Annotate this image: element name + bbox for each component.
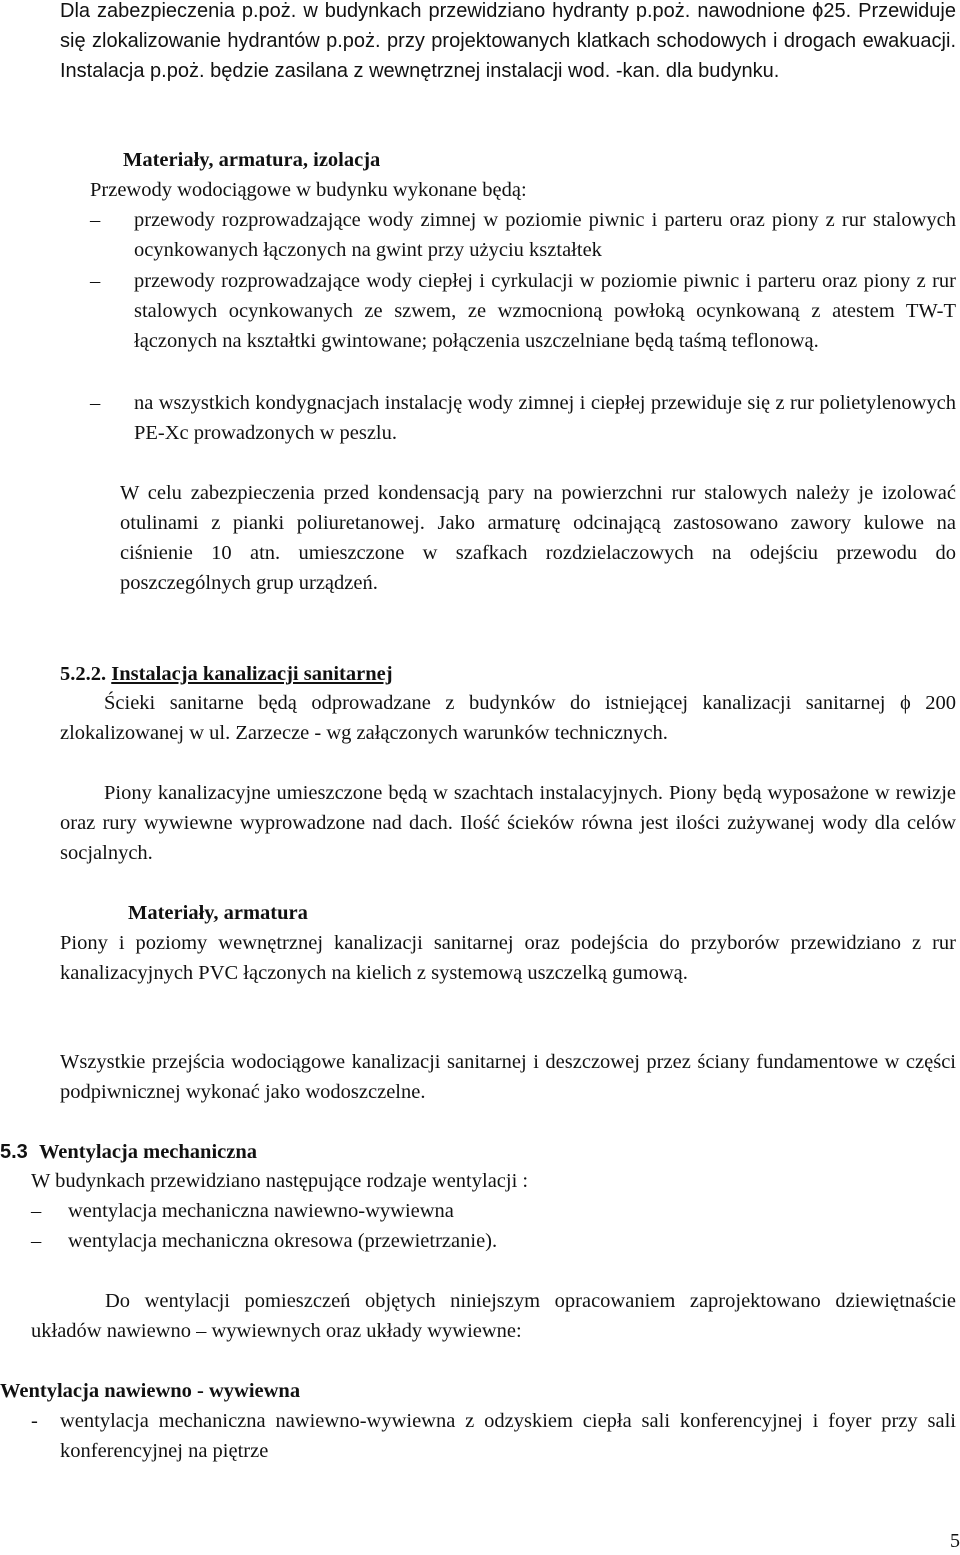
water-pipes-item-3: na wszystkich kondygnacjach instalację wody zimnej i ciepłej przewiduje się z rur polietylenowych PE-Xc prowadzonych w peszlu. [134,392,956,444]
sewage-paragraph-1: Ścieki sanitarne będą odprowadzane z budynków do istniejącej kanalizacji sanitarnej ϕ 200 zlokalizowanej w ul. Zarzecze - wg załączonych warunków technicznych. [60,692,956,744]
dash-marker: – [31,1230,42,1252]
sewage-paragraph-4: Wszystkie przejścia wodociągowe kanalizacji sanitarnej i deszczowej przez ściany fundamentowe w części podpiwnicznej wykonać jako wodoszczelne. [60,1051,956,1103]
bullet-marker: – [90,270,101,292]
ventilation-section-heading [0,1137,257,1167]
sewage-section-title: Instalacja kanalizacji sanitarnej [111,663,393,685]
sewage-section-heading [60,659,393,689]
ventilation-section-number: 5.3 [0,1141,28,1163]
dash-marker: – [31,1200,42,1222]
ventilation-type-item-2: wentylacja mechaniczna okresowa (przewietrzanie). [68,1230,498,1252]
ventilation-subheading: Wentylacja nawiewno - wywiewna [0,1380,301,1402]
ventilation-paragraph: Do wentylacji pomieszczeń objętych niniejszym opracowaniem zaprojektowano dziewiętnaście układów nawiewno – wywiewnych oraz układy wywiewne: [31,1290,956,1342]
sewage-paragraph-2: Piony kanalizacyjne umieszczone będą w szachtach instalacyjnych. Piony będą wyposażone w rewizje oraz rury wywiewne wyprowadzone nad dach. Ilość ścieków równa jest ilości zużywanej wody dla celów socjalnych. [60,782,956,864]
water-pipes-item-1: przewody rozprowadzające wody zimnej w poziomie piwnic i parteru oraz piony z rur stalowych ocynkowanych łączonych na gwint przy użyciu kształtek [134,209,956,261]
bullet-marker: – [90,392,101,414]
intro-paragraph: Dla zabezpieczenia p.poż. w budynkach przewidziano hydranty p.poż. nawodnione ϕ25. Przewiduje się zlokalizowanie hydrantów p.poż. przy projektowanych klatkach schodowych i drogach ewakuacji. Instalacja p.poż. będzie zasilana z wewnętrznej instalacji wod. -kan. dla budynku. [60,0,956,82]
bullet-marker: – [90,209,101,231]
materials-water-lead: Przewody wodociągowe w budynku wykonane będą: [90,179,527,201]
page-number: 5 [950,1530,960,1552]
ventilation-type-item-1: wentylacja mechaniczna nawiewno-wywiewna [68,1200,454,1222]
water-pipes-item-2: przewody rozprowadzające wody ciepłej i cyrkulacji w poziomie piwnic i parteru oraz piony z rur stalowych ocynkowanych ze szwem, ze wzmocnioną powłoką ocynkowaną z atestem TW-T łączonych na kształtki gwintowane; połączenia uszczelniane będą taśmą teflonową. [134,270,956,352]
ventilation-subitem: wentylacja mechaniczna nawiewno-wywiewna z odzyskiem ciepła sali konferencyjnej i foyer przy sali konferencyjnej na piętrze [60,1410,956,1462]
ventilation-lead: W budynkach przewidziano następujące rodzaje wentylacji : [31,1170,529,1192]
sewage-paragraph-3: Piony i poziomy wewnętrznej kanalizacji sanitarnej oraz podejścia do przyborów przewidziano z rur kanalizacyjnych PVC łączonych na kielich z systemową uszczelką gumową. [60,932,956,984]
ventilation-section-title: Wentylacja mechaniczna [38,1141,258,1163]
insulation-paragraph: W celu zabezpieczenia przed kondensacją pary na powierzchni rur stalowych należy je izolować otulinami z pianki poliuretanowej. Jako armaturę odcinającą zastosowano zawory kulowe na ciśnienie 10 atn. umieszczone w szafkach rozdzielaczowych na odejściu przewodu do poszczególnych grup urządzeń. [120,482,956,594]
hyphen-marker: - [31,1410,38,1432]
materials-water-heading: Materiały, armatura, izolacja [123,149,381,171]
sewage-materials-heading: Materiały, armatura [128,902,308,924]
sewage-section-number: 5.2.2. [60,663,107,685]
